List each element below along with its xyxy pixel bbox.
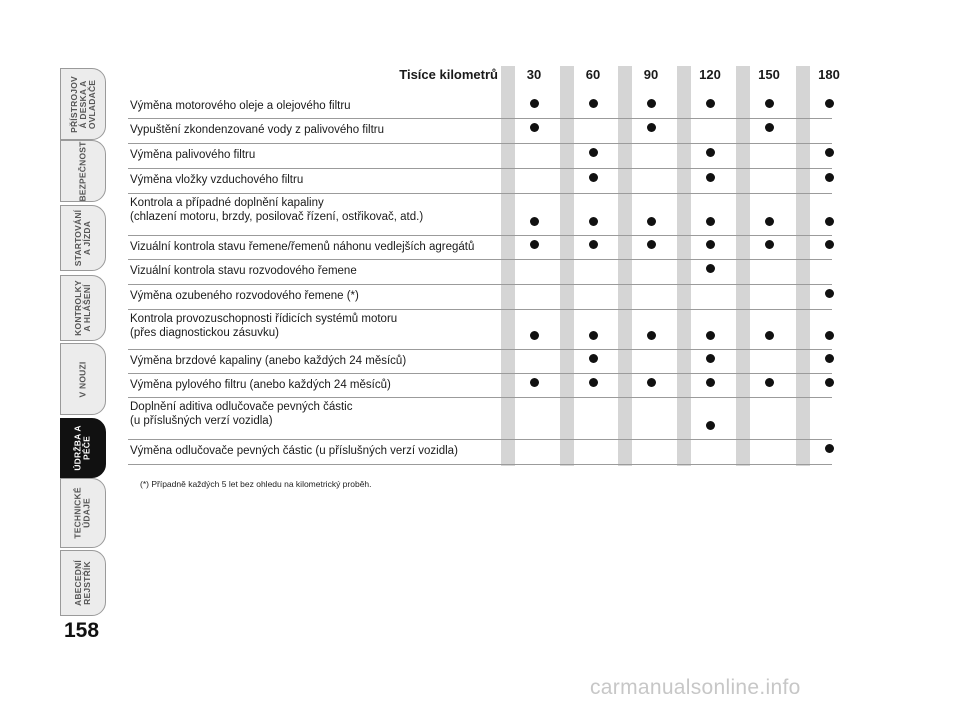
- interval-mark: [706, 378, 715, 387]
- table-row: [128, 95, 832, 119]
- interval-mark: [765, 331, 774, 340]
- interval-mark: [706, 148, 715, 157]
- row-label: Výměna motorového oleje a olejového filtru: [130, 100, 351, 112]
- interval-mark: [825, 331, 834, 340]
- interval-mark: [765, 240, 774, 249]
- row-label: Výměna pylového filtru (anebo každých 24 měsíců): [130, 379, 391, 391]
- row-label: Výměna brzdové kapaliny (anebo každých 24 měsíců): [130, 355, 407, 367]
- watermark: carmanualsonline.info: [590, 676, 801, 699]
- interval-mark: [530, 331, 539, 340]
- chapter-tab-6[interactable]: [60, 478, 106, 548]
- table-row: [128, 285, 832, 310]
- table-row: [128, 374, 832, 398]
- interval-mark: [706, 331, 715, 340]
- interval-mark: [647, 240, 656, 249]
- interval-mark: [765, 378, 774, 387]
- interval-mark: [647, 378, 656, 387]
- interval-mark: [765, 217, 774, 226]
- row-label: Výměna palivového filtru: [130, 149, 256, 161]
- row-label: Výměna vložky vzduchového filtru: [130, 174, 304, 186]
- interval-mark: [825, 148, 834, 157]
- chapter-tab-label: V NOUZI: [77, 361, 88, 397]
- column-header: 120: [699, 67, 721, 82]
- interval-mark: [589, 240, 598, 249]
- column-header: 60: [585, 67, 601, 82]
- page-number: 158: [64, 619, 100, 642]
- interval-mark: [530, 378, 539, 387]
- interval-mark: [706, 264, 715, 273]
- row-label: Výměna odlučovače pevných částic (u příslušných verzí vozidla): [130, 445, 458, 457]
- interval-mark: [825, 217, 834, 226]
- row-label: Vizuální kontrola stavu rozvodového řemene: [130, 265, 357, 277]
- interval-mark: [706, 99, 715, 108]
- chapter-tab-7[interactable]: [60, 550, 106, 616]
- table-row: [128, 260, 832, 285]
- interval-mark: [589, 354, 598, 363]
- interval-mark: [765, 99, 774, 108]
- row-label: Vypuštění zkondenzované vody z palivového filtru: [130, 124, 385, 136]
- table-row: [128, 440, 832, 465]
- interval-mark: [825, 99, 834, 108]
- interval-mark: [589, 217, 598, 226]
- interval-mark: [825, 378, 834, 387]
- chapter-tab-5[interactable]: [60, 418, 106, 478]
- table-row: [128, 310, 832, 350]
- table-row: [128, 236, 832, 260]
- interval-mark: [530, 217, 539, 226]
- interval-mark: [589, 173, 598, 182]
- chapter-tab-0[interactable]: [60, 68, 106, 140]
- interval-mark: [825, 240, 834, 249]
- interval-mark: [706, 217, 715, 226]
- interval-mark: [706, 421, 715, 430]
- interval-mark: [825, 444, 834, 453]
- interval-mark: [706, 354, 715, 363]
- row-label: Výměna ozubeného rozvodového řemene (*): [130, 290, 359, 302]
- interval-mark: [530, 123, 539, 132]
- chapter-tab-label: PŘÍSTROJOV Á DESKA A OVLADAČE: [68, 75, 97, 133]
- column-header: 180: [818, 67, 840, 82]
- interval-mark: [647, 99, 656, 108]
- interval-mark: [825, 173, 834, 182]
- table-row: [128, 144, 832, 169]
- interval-mark: [589, 378, 598, 387]
- chapter-tab-label: BEZPEČNOST: [77, 140, 88, 202]
- chapter-tab-1[interactable]: [60, 140, 106, 202]
- footnote: (*) Případně každých 5 let bez ohledu na kilometrický proběh.: [140, 479, 372, 489]
- interval-mark: [825, 354, 834, 363]
- interval-mark: [765, 123, 774, 132]
- column-header: 90: [643, 67, 659, 82]
- header-label: Tisíce kilometrů: [399, 67, 498, 82]
- table-row: [128, 194, 832, 236]
- interval-mark: [647, 331, 656, 340]
- interval-mark: [589, 148, 598, 157]
- table-row: [128, 398, 832, 440]
- chapter-tab-label: ABECEDNÍ REJSTŘÍK: [73, 560, 92, 606]
- table-row: [128, 350, 832, 374]
- interval-mark: [647, 123, 656, 132]
- row-label: Kontrola provozuschopnosti řídicích systémů motoru (přes diagnostickou zásuvku): [130, 313, 398, 339]
- row-label: Doplnění aditiva odlučovače pevných částic (u příslušných verzí vozidla): [130, 401, 353, 427]
- chapter-tab-4[interactable]: [60, 343, 106, 415]
- column-header: 150: [758, 67, 780, 82]
- interval-mark: [647, 217, 656, 226]
- chapter-tab-2[interactable]: [60, 205, 106, 271]
- row-label: Kontrola a případné doplnění kapaliny (chlazení motoru, brzdy, posilovač řízení, ostřikovač, atd.): [130, 197, 424, 223]
- chapter-tab-3[interactable]: [60, 275, 106, 341]
- interval-mark: [825, 289, 834, 298]
- table-row: [128, 119, 832, 144]
- table-row: [128, 169, 832, 194]
- interval-mark: [589, 99, 598, 108]
- column-header: 30: [526, 67, 542, 82]
- interval-mark: [589, 331, 598, 340]
- interval-mark: [706, 240, 715, 249]
- row-label: Vizuální kontrola stavu řemene/řemenů náhonu vedlejších agregátů: [130, 241, 475, 253]
- chapter-tab-label: TECHNICKÉ ÚDAJE: [73, 487, 93, 539]
- chapter-tab-label: ÚDRŽBA A PÉČE: [73, 425, 93, 471]
- interval-mark: [706, 173, 715, 182]
- chapter-tab-label: STARTOVÁNÍ A JÍZDA: [73, 209, 92, 267]
- chapter-tab-label: KONTROLKY A HLÁŠENÍ: [73, 280, 93, 336]
- interval-mark: [530, 99, 539, 108]
- interval-mark: [530, 240, 539, 249]
